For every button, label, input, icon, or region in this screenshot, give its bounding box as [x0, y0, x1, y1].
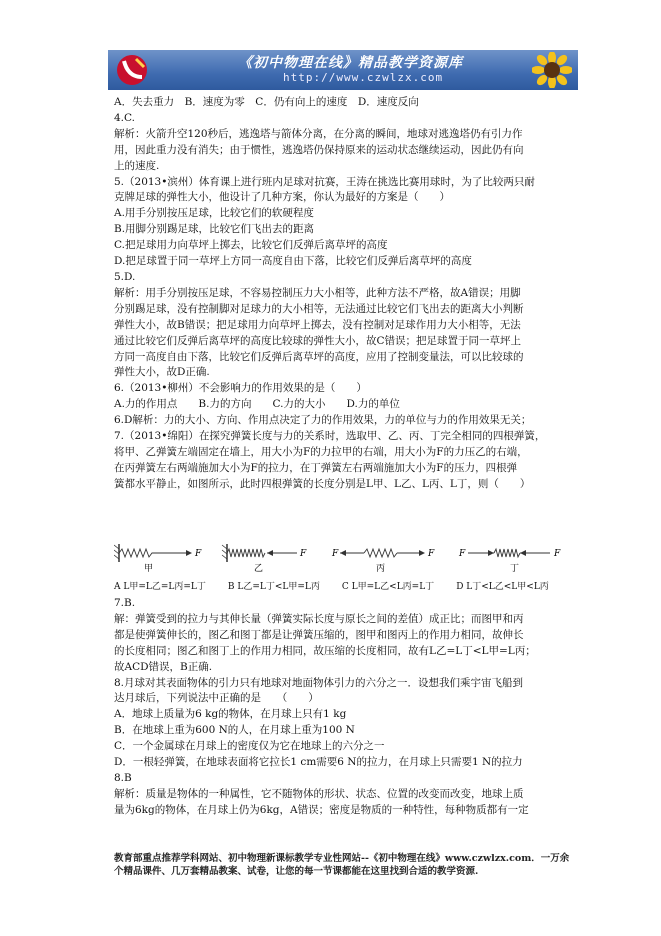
force-label-bing-right: F — [428, 549, 435, 559]
text-line: 8.B — [114, 771, 132, 784]
q7-option: D L丁<L乙<L甲<L丙 — [456, 582, 549, 592]
text-line: 解：弹簧受到的拉力与其伸长量（弹簧实际长度与原长之间的差值）成正比；而图甲和丙 — [114, 612, 524, 625]
q7-options — [114, 580, 574, 596]
text-line: 簧都水平静止，如图所示，此时四根弹簧的长度分别是L甲、L乙、L丙、L丁，则（ ） — [114, 477, 531, 490]
text-line: A．失去重力 B．速度为零 C．仍有向上的速度 D．速度反向 — [114, 96, 419, 108]
footer-line-2: 个精品课件、几万套精品教案、试卷，让您的每一节课都能在这里找到合适的教学资源. — [114, 866, 479, 877]
text-line: 通过比较它们反弹后离草坪的高度比较球的弹性大小，故C错误；把足球置于同一草坪上 — [114, 334, 522, 347]
spring-jia — [114, 544, 202, 574]
text-line: D．一根轻弹簧，在地球表面将它拉长1 cm需要6 N的拉力，在月球上只需要1 N的拉力 — [114, 756, 523, 769]
text-line: 8.月球对其表面物体的引力只有地球对地面物体引力的六分之一．设想我们乘宇宙飞船到 — [114, 676, 524, 689]
text-line: 解析：火箭升空120秒后，逃逸塔与箭体分离，在分离的瞬间，地球对逃逸塔仍有引力作 — [114, 127, 523, 140]
force-label-ding-left: F — [459, 549, 466, 559]
text-line: A.用手分别按压足球，比较它们的软硬程度 — [114, 207, 314, 220]
text-line: 5.D. — [114, 270, 136, 283]
text-line: 将甲、乙弹簧左端固定在墙上，用大小为F的力拉甲的右端，用大小为F的力压乙的右端， — [114, 445, 528, 458]
document-body — [114, 95, 574, 493]
text-line: 6.D解析：力的大小、方向、作用点决定了力的作用效果，力的单位与力的作用效果无关； — [114, 414, 532, 427]
q7-option: A L甲=L乙=L丙=L丁 — [114, 582, 206, 592]
text-line: B．在地球上重为600 N的人，在月球上重为100 N — [114, 724, 355, 737]
q7-option: B L乙=L丁<L甲=L丙 — [227, 582, 320, 592]
label-yi: 乙 — [254, 564, 264, 574]
text-line: D.把足球置于同一草坪上方同一高度自由下落，比较它们反弹后离草坪的高度 — [114, 255, 472, 268]
text-line: A．地球上质量为6 kg的物体，在月球上只有1 kg — [114, 708, 347, 721]
text-line: 克牌足球的弹性大小，他设计了几种方案，你认为最好的方案是（ ） — [114, 191, 450, 204]
spring-bing — [331, 549, 435, 574]
logo-icon — [114, 53, 150, 87]
banner-url[interactable]: http://www.czwlzx.com — [283, 71, 444, 84]
q7-options-line — [114, 580, 574, 596]
text-line: 的长度相同；图乙和图丁上的作用力相同，故压缩的长度相同，故有L乙=L丁<L甲=L丙； — [114, 644, 536, 657]
text-line: 5.（2013•滨州）体育课上进行班内足球对抗赛，王涛在挑选比赛用球时，为了比较两只耐 — [114, 175, 535, 188]
label-jia: 甲 — [144, 564, 154, 574]
footer-line-1: 教育部重点推荐学科网站、初中物理新课标教学专业性网站--《初中物理在线》www.czwlzx.com．一万余 — [114, 853, 570, 864]
text-line: 弹性大小，故D正确. — [114, 366, 210, 379]
sunflower-icon — [532, 52, 572, 88]
label-bing: 丙 — [376, 564, 386, 574]
text-line: C．一个金属球在月球上的密度仅为它在地球上的六分之一 — [114, 740, 385, 753]
spring-yi — [222, 544, 307, 574]
text-line: 方同一高度自由下落，比较它们反弹后离草坪的高度，应用了控制变量法，可以比较球的 — [114, 350, 524, 363]
document-body-continued — [114, 596, 574, 819]
text-line: 分别踢足球，没有控制脚对足球力的大小相等，无法通过比较它们飞出去的距离大小判断 — [114, 302, 524, 315]
text-line: 量为6kg的物体，在月球上仍为6kg，A错误；密度是物质的一种特性，每种物质都有一定 — [114, 803, 529, 816]
text-line: 7.（2013•绵阳）在探究弹簧长度与力的关系时，选取甲、乙、丙、丁完全相同的四根弹簧， — [114, 430, 546, 443]
text-line: 用，因此重力没有消失；由于惯性，逃逸塔仍保持原来的运动状态继续运动，因此仍有向 — [114, 143, 524, 156]
text-line: 都是使弹簧伸长的，图乙和图丁都是让弹簧压缩的，图甲和图丙上的作用力相同，故伸长 — [114, 628, 524, 641]
page-footer — [114, 852, 574, 878]
text-line: 4.C. — [114, 111, 136, 124]
text-line: C.把足球用力向草坪上掷去，比较它们反弹后离草坪的高度 — [114, 239, 388, 252]
force-label-ding-right: F — [554, 549, 561, 559]
text-line: 解析：用手分别按压足球，不容易控制压力大小相等，此种方法不严格，故A错误；用脚 — [114, 286, 521, 299]
text-line: 解析：质量是物体的一种属性，它不随物体的形状、状态、位置的改变而改变，地球上质 — [114, 787, 524, 800]
spring-figure — [114, 536, 574, 574]
header-banner — [108, 50, 578, 90]
text-line: 故ACD错误，B正确. — [114, 660, 213, 673]
text-line: 上的速度. — [114, 159, 160, 172]
spring-ding — [458, 549, 561, 574]
text-line: 在丙弹簧左右两端施加大小为F的拉力，在丁弹簧左右两端施加大小为F的压力，四根弹 — [114, 461, 518, 474]
force-label-jia: F — [195, 549, 202, 559]
text-line: 7.B. — [114, 597, 136, 609]
text-line: B.用脚分别踢足球，比较它们飞出去的距离 — [114, 223, 315, 236]
force-label-yi: F — [300, 549, 307, 559]
force-label-bing-left: F — [332, 549, 339, 559]
q7-option: C L甲=L乙<L丙=L丁 — [341, 582, 435, 592]
text-line: 达月球后，下列说法中正确的是 （ ） — [114, 692, 319, 705]
text-line: 6.（2013•柳州）不会影响力的作用效果的是（ ） — [114, 382, 367, 395]
banner-title: 《初中物理在线》精品教学资源库 — [238, 55, 463, 71]
text-line: 弹性大小，故B错误；把足球用力向草坪上掷去，没有控制对足球作用力大小相等，无法 — [114, 318, 521, 331]
label-ding: 丁 — [510, 564, 520, 574]
text-line: A.力的作用点 B.力的方向 C.力的大小 D.力的单位 — [114, 398, 400, 411]
